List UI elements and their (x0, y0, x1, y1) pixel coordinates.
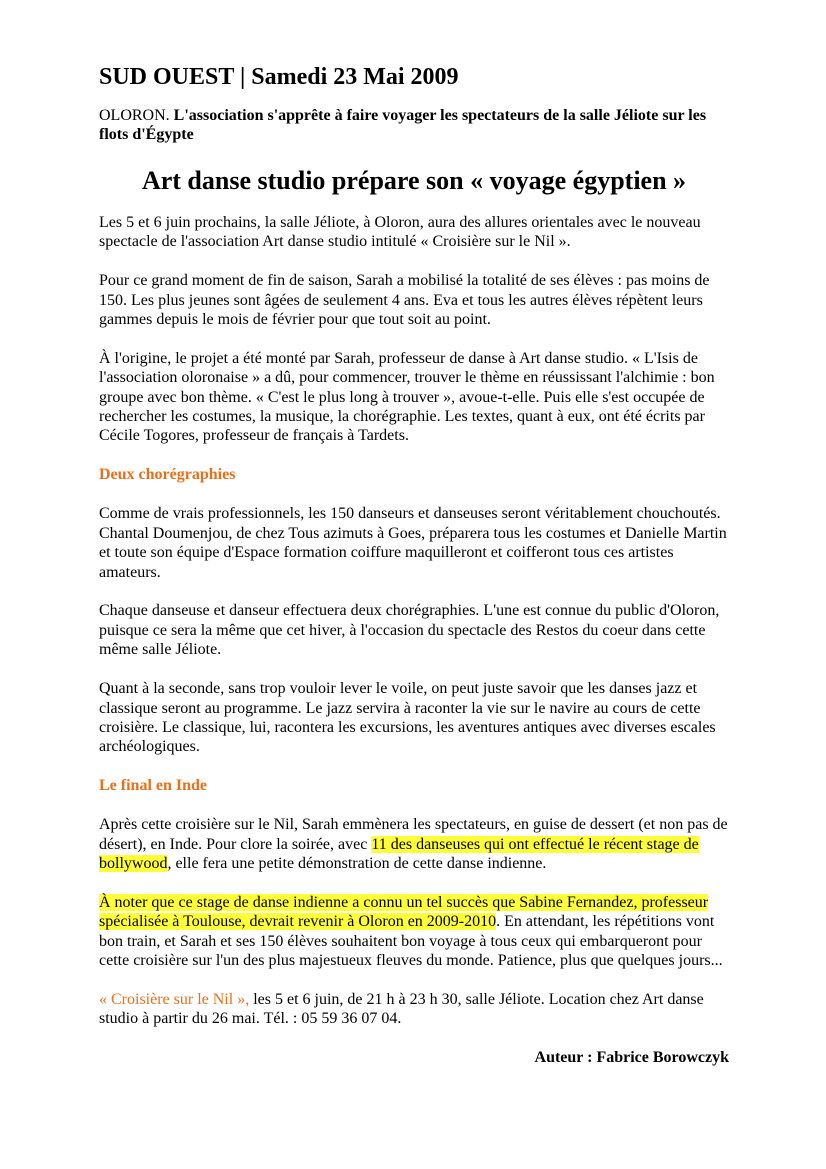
paragraph-7-text-a: Après cette croisière sur le Nil, Sarah emmènera les spectateurs, en guise de dessert (et non pas de désert), en Inde. Pour clore la soirée, avec (99, 816, 728, 853)
paragraph-8 (99, 893, 729, 971)
article-page (99, 62, 729, 1068)
subhead-le-final-en-inde: Le final en Inde (99, 777, 208, 795)
byline: Auteur : Fabrice Borowczyk (534, 1049, 729, 1067)
paragraph-9 (99, 990, 729, 1029)
paragraph-7 (99, 815, 729, 873)
paragraph-5: Chaque danseuse et danseur effectuera deux chorégraphies. L'une est connue du public d'Oloron, puisque ce sera la même que cet hiver, à l'occasion du spectacle des Restos du coeur dans cette même salle Jéliote. (99, 602, 720, 659)
paragraph-1: Les 5 et 6 juin prochains, la salle Jéliote, à Oloron, aura des allures orientales avec le nouveau spectacle de l'association Art danse studio intitulé « Croisière sur le Nil ». (99, 213, 701, 251)
paragraph-8-highlight: À noter que ce stage de danse indienne a connu un tel succès que Sabine Fernandez, professeur spécialisée à Toulouse, devrait revenir à Oloron en 2009-2010 (99, 893, 709, 931)
paragraph-6: Quant à la seconde, sans trop vouloir lever le voile, on peut juste savoir que les danses jazz et classique seront au programme. Le jazz servira à raconter la vie sur le navire au cours de cette croisière. Le classique, lui, racontera les excursions, les aventures antiques avec diverses escales archéologiques. (99, 680, 716, 756)
paragraph-8-text: . En attendant, les répétitions vont bon train, et Sarah et ses 150 élèves souhaitent bon voyage à tous ceux qui embarqueront pour cette croisière sur l'un des plus majestueux fleuves du monde. Patience, plus que quelques jours... (99, 913, 723, 970)
paragraph-3: À l'origine, le projet a été monté par Sarah, professeur de danse à Art danse studio. « L'Isis de l'association oloronaise » a dû, pour commencer, trouver le thème en réussissant l'alchimie : bon groupe avec bon thème. « C'est le plus long à trouver », avoue-t-elle. Puis elle s'est occupée de rechercher les costumes, la musique, la chorégraphie. Les textes, quant à eux, ont été écrits par Cécile Togores, professeur de français à Tardets. (99, 349, 715, 445)
paragraph-2: Pour ce grand moment de fin de saison, Sarah a mobilisé la totalité de ses élèves : pas moins de 150. Les plus jeunes sont âgées de seulement 4 ans. Eva et tous les autres élèves répètent leurs gammes depuis le mois de février pour que tout soit au point. (99, 272, 710, 328)
headline: Art danse studio prépare son « voyage égyptien » (141, 165, 687, 195)
subhead-deux-choregraphies: Deux chorégraphies (99, 466, 236, 484)
kicker-place: OLORON. (99, 107, 170, 124)
paragraph-7-highlight: 11 des danseuses qui ont effectué le récent stage de bollywood (99, 835, 699, 872)
masthead: SUD OUEST | Samedi 23 Mai 2009 (99, 64, 459, 90)
kicker-deck: L'association s'apprête à faire voyager les spectateurs de la salle Jéliote sur les flots d'Égypte (99, 107, 707, 144)
kicker (99, 106, 729, 145)
paragraph-4: Comme de vrais professionnels, les 150 danseurs et danseuses seront véritablement chouchoutés. Chantal Doumenjou, de chez Tous azimuts à Goes, préparera tous les costumes et Danielle Martin et toute son équipe d'Espace formation coiffure maquilleront et coifferont tous ces artistes amateurs. (99, 505, 727, 581)
event-details: les 5 et 6 juin, de 21 h à 23 h 30, salle Jéliote. Location chez Art danse studio à partir du 26 mai. Tél. : 05 59 36 07 04. (99, 991, 704, 1028)
event-title: « Croisière sur le Nil », (99, 991, 250, 1008)
paragraph-7-text-b: , elle fera une petite démonstration de cette danse indienne. (167, 854, 547, 872)
